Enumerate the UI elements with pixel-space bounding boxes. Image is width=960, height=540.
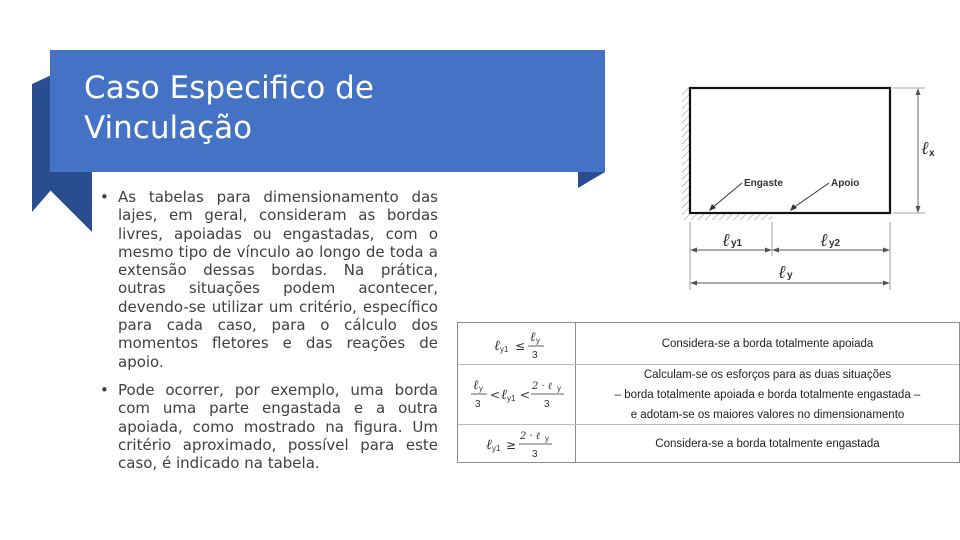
table-row — [458, 323, 959, 365]
label-lx-sub: x — [929, 148, 935, 159]
callouts — [709, 178, 859, 211]
svg-text:3: 3 — [544, 399, 550, 410]
label-ly2: ℓ — [820, 230, 828, 251]
svg-text:ℓ: ℓ — [494, 338, 500, 354]
hatch-fixed-edge — [682, 88, 772, 220]
svg-text:<: < — [490, 388, 501, 402]
table-row — [458, 425, 959, 462]
result-2-line-3: e adotam-se os maiores valores no dimensionamento — [630, 408, 905, 421]
svg-text:3: 3 — [475, 399, 481, 410]
svg-text:≤: ≤ — [515, 339, 526, 353]
svg-text:ℓ: ℓ — [486, 437, 492, 453]
svg-text:ℓ: ℓ — [473, 378, 479, 393]
result-cell-2 — [576, 365, 959, 424]
result-cell-3 — [576, 425, 959, 462]
label-ly2-sub: y2 — [829, 238, 841, 249]
label-engaste: Engaste — [744, 178, 783, 189]
result-1-line-1: Considera-se a borda totalmente apoiada — [661, 337, 874, 350]
result-2-line-1: Calculam-se os esforços para as duas situações — [643, 368, 892, 381]
svg-text:y: y — [557, 384, 561, 393]
result-3-line-1: Considera-se a borda totalmente engastada — [655, 437, 880, 450]
label-apoio: Apoio — [831, 178, 860, 189]
svg-text:y1: y1 — [500, 345, 509, 354]
label-ly1: ℓ — [722, 230, 730, 251]
svg-text:y: y — [545, 434, 549, 443]
slab-outline — [690, 88, 890, 213]
table-row — [458, 365, 959, 425]
svg-text:2 · ℓ: 2 · ℓ — [520, 431, 541, 442]
svg-text:<: < — [520, 388, 531, 402]
svg-text:y: y — [536, 336, 540, 345]
label-ly1-sub: y1 — [731, 238, 743, 249]
slide-title — [84, 68, 605, 148]
condition-cell-2 — [458, 365, 576, 424]
label-lx: ℓ — [921, 138, 929, 159]
condition-1-formula — [458, 323, 575, 364]
condition-3-formula — [458, 425, 575, 462]
svg-text:≥: ≥ — [506, 438, 517, 452]
svg-text:y1: y1 — [492, 444, 501, 453]
bullet-2: • Pode ocorrer, por exemplo, uma borda com uma parte engastada e a outra apoiada, como mostrado na figura. Um critério aproximado, possível para este caso, é indicado na tabela. — [96, 381, 438, 472]
title-banner — [50, 50, 605, 172]
label-ly: ℓ — [778, 262, 786, 283]
criteria-table — [457, 322, 960, 463]
svg-text:3: 3 — [532, 449, 538, 460]
svg-text:y1: y1 — [507, 394, 516, 403]
result-cell-1 — [576, 323, 959, 364]
condition-cell-1 — [458, 323, 576, 364]
condition-2-formula — [458, 365, 575, 424]
body-text — [96, 188, 438, 482]
svg-text:2 · ℓ: 2 · ℓ — [532, 381, 553, 392]
svg-text:y: y — [479, 384, 483, 393]
bullet-1: • As tabelas para dimensionamento das lajes, em geral, consideram as bordas livres, apoiadas ou engastadas, com o mesmo tipo de vínculo ao longo de toda a extensão dessas bordas. Na prática, outras situações podem acontecer, devendo-se utilizar um critério, específico para cada caso, para o cálculo dos momentos fletores e das reações de apoio. — [96, 188, 438, 371]
svg-text:ℓ: ℓ — [530, 330, 536, 345]
title-line-1: Caso Especifico de — [84, 70, 374, 106]
condition-cell-3 — [458, 425, 576, 462]
slab-figure — [675, 80, 960, 295]
dim-ly — [690, 262, 890, 286]
title-line-2: Vinculação — [84, 110, 253, 146]
svg-text:3: 3 — [532, 350, 538, 361]
ribbon-fold-right — [578, 172, 605, 188]
result-2-line-2: – borda totalmente apoiada e borda totalmente engastada – — [614, 388, 921, 401]
svg-text:ℓ: ℓ — [501, 387, 507, 403]
dim-lx — [893, 88, 935, 213]
label-ly-sub: y — [787, 270, 793, 281]
